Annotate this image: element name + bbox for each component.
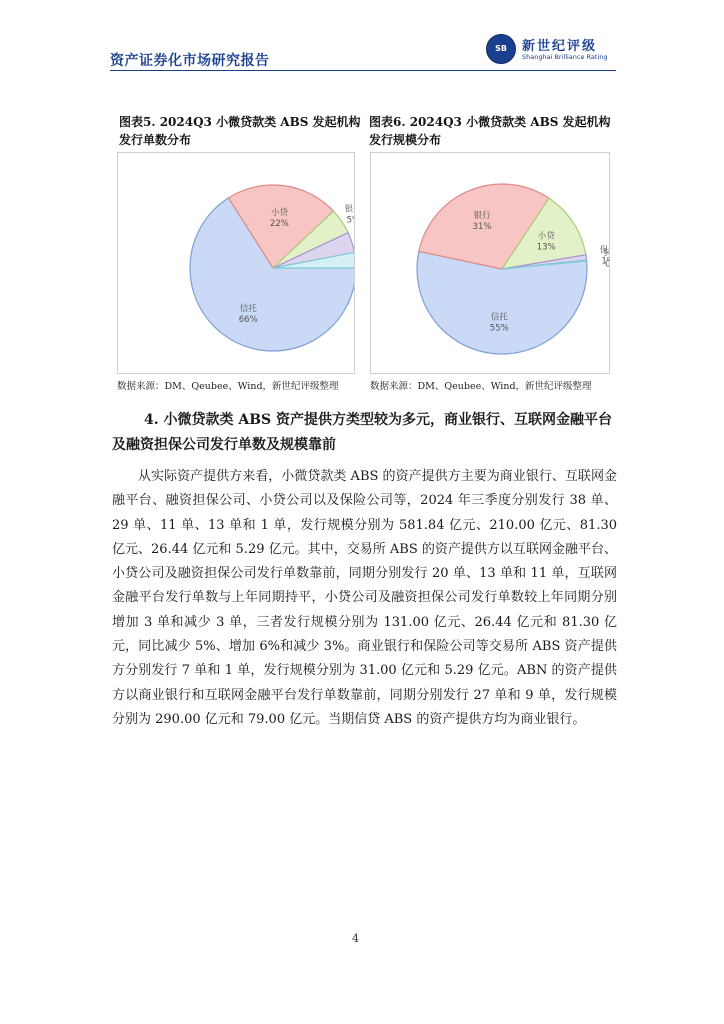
pie-6-label-category-4: 其 — [603, 248, 609, 259]
header-divider — [110, 70, 616, 71]
figure-5-title — [119, 113, 361, 149]
pie-6-label-value-2: 13% — [536, 242, 556, 253]
figure-5-source: 数据来源：DM、Qeubee、Wind，新世纪评级整理 — [117, 381, 339, 392]
figure-5-pie-chart — [118, 153, 354, 373]
pie-6-label-category-1: 银行 — [473, 211, 491, 222]
figure-5-chart-frame — [117, 152, 355, 374]
logo-emblem-icon — [486, 34, 516, 64]
pie-5-label-category-2: 银 — [344, 204, 354, 215]
pie-5-label-category-1: 小贷 — [270, 207, 288, 218]
page-number: 4 — [352, 932, 359, 945]
pie-6-label-value-4: 0 — [605, 259, 609, 270]
figure-6-title — [369, 113, 611, 149]
pie-5-label-value-2: 5 — [346, 215, 352, 226]
figure-6-title-line2: 发行规模分布 — [369, 133, 442, 147]
section-heading-line1: 4. 小微贷款类 ABS 资产提供方类型较为多元，商业银行、互联网金融平台 — [144, 412, 613, 428]
logo-chinese-name: 新世纪评级 — [522, 39, 598, 54]
figure-6-pie-chart — [371, 153, 609, 373]
pie-6-label-value-0: 55% — [489, 323, 509, 334]
pie-5-label-category-0: 信托 — [239, 304, 257, 315]
section-heading-line2: 及融资担保公司发行单数及规模靠前 — [112, 437, 336, 453]
figure-5-title-line1: 图表5. 2024Q3 小微贷款类 ABS 发起机构 — [119, 115, 361, 129]
report-title: 资产证券化市场研究报告 — [110, 53, 270, 69]
logo-mark: SB — [495, 44, 507, 53]
body-paragraph: 从实际资产提供方来看，小微贷款类 ABS 的资产提供方主要为商业银行、互联网金融平台、融资担保公司、小贷公司以及保险公司等，2024 年三季度分别发行 38 单、29 单、11 单、13 单和 1 单，发行规模分别为 581.84 亿元、210.00 亿元、81.30 亿元、26.44 亿元和 5.29 亿元。其中，交易所 ABS 的资产提供方以互联网金融平台、小贷公司及融资担保公司发行单数靠前，同期分别发行 20 单、13 单和 11 单，互联网金融平台发行单数与上年同期持平，小贷公司及融资担保公司发行单数较上年同期分别增加 3 单和减少 3 单，三者发行规模分别为 131.00 亿元、26.44 亿元和 81.30 亿元，同比减少 5%、增加 6%和减少 3%。商业银行和保险公司等交易所 ABS 资产提供方分别发行 7 单和 1 单，发行规模分别为 31.00 亿元和 5.29 亿元。ABN 的资产提供方以商业银行和互联网金融平台发行单数靠前，同期分别发行 27 单和 9 单，发行规模分别为 290.00 亿元和 79.00 亿元。当期信贷 ABS 的资产提供方均为商业银行。 — [112, 469, 617, 727]
figure-6-source: 数据来源：DM、Qeubee、Wind，新世纪评级整理 — [370, 381, 592, 392]
brand-logo — [486, 34, 616, 66]
pie-5-label-value-0: 66% — [238, 315, 258, 326]
pie-6-label-category-0: 信托 — [490, 312, 508, 323]
figure-6-title-line1: 图表6. 2024Q3 小微贷款类 ABS 发起机构 — [369, 115, 611, 129]
pie-5-label-value-1: 22% — [269, 218, 289, 229]
pie-6-label-category-3: 保 — [599, 245, 609, 256]
figure-6-chart-frame — [370, 152, 610, 374]
pie-6-label-value-3: 1 — [601, 256, 607, 267]
logo-english-name: Shanghai Brilliance Rating — [522, 53, 608, 61]
pie-6-label-value-1: 31% — [472, 222, 492, 233]
section-heading — [112, 408, 617, 458]
pie-6-label-category-2: 小贷 — [537, 231, 555, 242]
figure-5-title-line2: 发行单数分布 — [119, 133, 192, 147]
